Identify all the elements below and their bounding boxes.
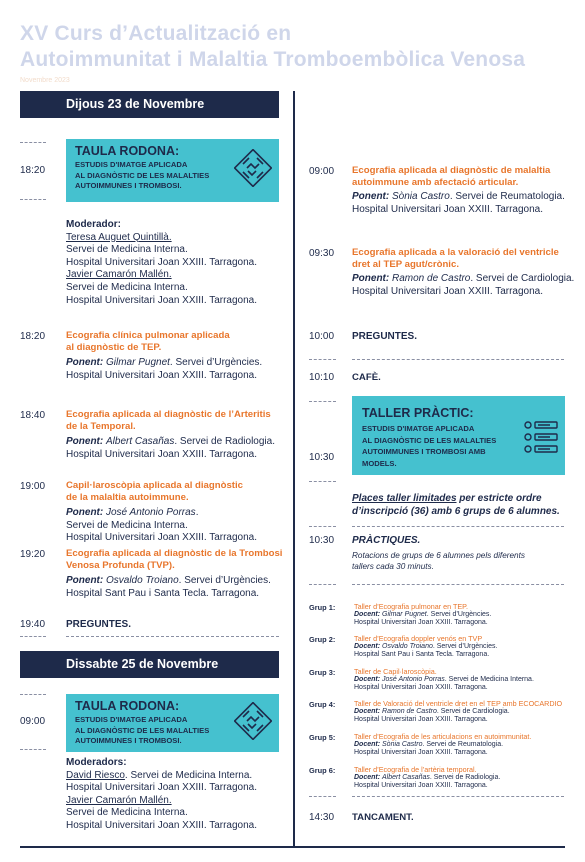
speaker-hospital: Hospital Universitari Joan XXIII. Tarragona.	[352, 285, 544, 297]
divider	[309, 584, 336, 585]
speaker-name: Ramon de Castro	[392, 273, 471, 284]
questions-time: 19:40	[20, 619, 46, 630]
talk-title: Venosa Profunda (TVP).	[66, 560, 175, 571]
moderator-service: Servei de Medicina Interna.	[66, 807, 188, 819]
moderator-name: Teresa Auguet Quintillà.	[66, 231, 172, 243]
round-table-desc	[75, 715, 209, 747]
speaker-hospital: Hospital Universitari Joan XXIII. Tarragona.	[352, 203, 544, 215]
divider	[352, 526, 564, 527]
docent-label: Docent:	[354, 675, 381, 683]
moderator-service: Servei de Medicina Interna.	[66, 244, 188, 256]
moderator-hospital: Hospital Universitari Joan XXIII. Tarragona.	[66, 294, 258, 306]
round-table-time: 09:00	[20, 716, 46, 727]
page-subtitle: Novembre 2023	[20, 77, 70, 84]
docent-label: Docent:	[354, 642, 381, 650]
round-table-line: ESTUDIS D'IMATGE APLICADA	[75, 715, 188, 724]
divider	[20, 142, 46, 143]
docent-hospital: Hospital Universitari Joan XXIII. Tarragona.	[354, 683, 488, 691]
divider	[309, 481, 336, 482]
moderator-service: Servei de Medicina Interna.	[66, 281, 188, 293]
workshop-line: ESTUDIS D'IMATGE APLICADA	[362, 424, 475, 433]
docent-label: Docent:	[354, 740, 381, 748]
docent-service: . Servei de Radiologia.	[429, 773, 501, 781]
docent-service: . Servei de Cardiologia.	[436, 707, 510, 715]
practiques-label: PRÀCTIQUES.	[352, 535, 421, 546]
speaker-service: . Servei d’Urgències.	[178, 575, 271, 586]
moderator-service: . Servei de Medicina Interna.	[124, 769, 253, 781]
bottom-rule	[20, 846, 565, 848]
page-title-line2: Autoimmunitat i Malaltia Tromboembòlica Venosa	[20, 48, 526, 71]
workshop-time: 10:30	[309, 452, 335, 463]
divider	[20, 749, 46, 750]
round-table-desc	[75, 160, 209, 192]
moderator-name: David Riesco	[66, 769, 125, 781]
group-label: Grup 4:	[309, 700, 336, 709]
moderator-label: Moderador:	[66, 219, 121, 230]
docent-service: . Servei de Medicina Interna.	[444, 675, 534, 683]
group-item	[354, 603, 491, 626]
talk-block	[66, 548, 282, 600]
round-table-line: AUTOIMMUNES I TROMBOSI.	[75, 736, 182, 746]
speaker-service: . Servei d’Urgències.	[169, 357, 263, 368]
moderator-hospital: Hospital Universitari Joan XXIII. Tarragona.	[66, 782, 258, 794]
speaker-name: Gilmar Pugnet	[106, 357, 170, 368]
group-label: Grup 3:	[309, 668, 336, 677]
talk-title: autoimmune amb afectació articular.	[352, 177, 519, 188]
talk-time: 18:40	[20, 410, 46, 421]
coffee-time: 10:10	[309, 372, 335, 383]
page-title-line1: XV Curs d’Actualització en	[20, 22, 292, 45]
speaker-name: Osvaldo Troiano	[106, 575, 179, 586]
round-table-line: ESTUDIS D'IMATGE APLICADA	[75, 160, 188, 169]
speaker-service: . Servei de Cardiologia.	[470, 273, 575, 284]
workshop-desc	[362, 423, 496, 469]
group-item	[354, 766, 500, 789]
speaker-service: . Servei de Reumatologia.	[449, 191, 565, 202]
questions-time: 10:00	[309, 331, 335, 342]
handshake-icon	[234, 149, 272, 187]
ponent-label: Ponent:	[66, 507, 104, 518]
group-item	[354, 635, 497, 658]
talk-title: de la malaltia autoimmune.	[66, 492, 189, 503]
talk-block	[352, 165, 565, 216]
divider	[20, 694, 46, 695]
questions-label: PREGUNTES.	[66, 619, 132, 630]
day2-heading: Dissabte 25 de Novembre	[20, 651, 279, 678]
group-item	[354, 733, 531, 756]
group-item	[354, 700, 584, 723]
docent-hospital: Hospital Sant Pau i Santa Tecla. Tarragona.	[354, 650, 490, 658]
docent-service: . Servei d’Urgències.	[426, 610, 492, 618]
coffee-label: CAFÈ.	[352, 372, 381, 383]
divider	[352, 796, 564, 797]
speaker-name: José Antonio Porras	[106, 507, 196, 518]
docent-name: Osvaldo Troiano	[382, 642, 433, 650]
group-item	[354, 668, 534, 691]
talk-time: 09:30	[309, 248, 335, 259]
moderator-name: Javier Camarón Mallén.	[66, 794, 172, 806]
questions-label: PREGUNTES.	[352, 331, 418, 342]
practiques-desc	[352, 550, 525, 572]
group-label: Grup 5:	[309, 733, 336, 742]
docent-name: Sònia Castro	[382, 740, 423, 748]
ponent-label: Ponent:	[352, 191, 390, 202]
divider	[20, 636, 46, 637]
round-table-line: AL DIAGNÒSTIC DE LES MALALTIES	[75, 725, 210, 735]
talk-title: Ecografia aplicada a la valoració del ventricle	[352, 247, 559, 258]
speaker-service: Servei de Medicina Interna.	[66, 519, 188, 531]
talk-block	[66, 330, 262, 382]
talk-time: 19:00	[20, 481, 46, 492]
docent-hospital: Hospital Universitari Joan XXIII. Tarragona.	[354, 715, 488, 723]
talk-title: dret al TEP agut/crònic.	[352, 259, 459, 270]
talk-title: Ecografia aplicada al diagnòstic de la Trombosi	[66, 548, 283, 559]
docent-label: Docent:	[354, 707, 381, 715]
speaker-hospital: Hospital Universitari Joan XXIII. Tarragona.	[66, 448, 258, 460]
talk-title: Capil·laroscòpia aplicada al diagnòstic	[66, 480, 244, 491]
speaker-name: Sònia Castro	[392, 191, 450, 202]
day1-heading: Dijous 23 de Novembre	[20, 91, 279, 118]
divider	[352, 584, 564, 585]
talk-title: al diagnòstic de TEP.	[66, 342, 162, 353]
divider	[20, 199, 46, 200]
workshop-box	[352, 396, 565, 475]
group-title: Taller d’Ecografia de les articulacions en autoimmunitat.	[354, 732, 532, 741]
round-table-time: 18:20	[20, 165, 46, 176]
speaker-hospital: Hospital Universitari Joan XXIII. Tarragona.	[66, 369, 258, 381]
practiques-time: 10:30	[309, 535, 335, 546]
talk-title: Ecografia aplicada al diagnòstic de malaltia	[352, 165, 551, 176]
practiques-desc-line: tallers cada 30 minuts.	[352, 562, 434, 571]
speaker-hospital: Hospital Sant Pau i Santa Tecla. Tarragona.	[66, 587, 260, 599]
speaker-name: Albert Casañas	[106, 436, 175, 447]
round-table-line: AUTOIMMUNES I TROMBOSI.	[75, 181, 182, 191]
speaker-service: . Servei de Radiologia.	[174, 436, 275, 447]
places-limited: Places taller limitades	[352, 493, 457, 504]
talk-time: 09:00	[309, 166, 335, 177]
places-rest: per estricte ordre	[456, 493, 542, 504]
speaker-hospital: Hospital Universitari Joan XXIII. Tarragona.	[66, 532, 258, 544]
round-table-line: AL DIAGNÒSTIC DE LES MALALTIES	[75, 170, 210, 180]
moderator-hospital: Hospital Universitari Joan XXIII. Tarragona.	[66, 819, 258, 831]
docent-hospital: Hospital Universitari Joan XXIII. Tarragona.	[354, 781, 488, 789]
round-table-box	[66, 139, 279, 202]
group-title: Taller de Capil·laroscòpia.	[354, 667, 437, 676]
round-table-label: TAULA RODONA:	[75, 699, 180, 713]
round-table-label: TAULA RODONA:	[75, 144, 180, 158]
docent-name: Ramon de Castro	[382, 707, 437, 715]
places-line2: d’inscripció (36) amb 6 grups de 6 alumnes.	[352, 506, 560, 517]
workshop-line: AUTOIMMUNES I TROMBOSI AMB	[362, 447, 486, 457]
group-label: Grup 6:	[309, 766, 336, 775]
moderators-block	[66, 757, 257, 833]
docent-hospital: Hospital Universitari Joan XXIII. Tarragona.	[354, 618, 488, 626]
closing-time: 14:30	[309, 812, 335, 823]
group-title: Taller d’Ecografia de l’artèria temporal.	[354, 765, 477, 774]
group-title: Taller d’Ecografia doppler venós en TVP	[354, 634, 483, 643]
talk-time: 19:20	[20, 549, 46, 560]
docent-hospital: Hospital Universitari Joan XXIII. Tarragona.	[354, 748, 488, 756]
workshop-line: MODELS.	[362, 458, 397, 468]
talk-block	[66, 409, 275, 461]
docent-name: Gilmar Pugnet	[382, 610, 427, 618]
moderator-hospital: Hospital Universitari Joan XXIII. Tarragona.	[66, 256, 258, 268]
group-label: Grup 2:	[309, 635, 336, 644]
column-divider	[293, 91, 295, 846]
group-title: Taller de Valoració del ventricle dret en el TEP amb ECOCARDIO	[354, 700, 563, 708]
moderator-name: Javier Camarón Mallén.	[66, 269, 172, 281]
talk-time: 18:20	[20, 331, 46, 342]
group-label: Grup 1:	[309, 603, 336, 612]
talk-title: de la Temporal.	[66, 421, 136, 432]
speaker-punct: .	[195, 507, 199, 518]
ponent-label: Ponent:	[66, 575, 104, 586]
docent-label: Docent:	[354, 773, 381, 781]
divider	[309, 401, 336, 402]
divider	[309, 359, 336, 360]
practiques-desc-line: Rotacions de grups de 6 alumnes pels diferents	[352, 551, 525, 560]
talk-block	[352, 247, 574, 298]
workshop-label: TALLER PRÀCTIC:	[362, 406, 474, 420]
checklist-icon	[524, 420, 560, 454]
ponent-label: Ponent:	[352, 273, 390, 284]
docent-name: Albert Casañas	[382, 773, 430, 781]
ponent-label: Ponent:	[66, 357, 104, 368]
group-title: Taller d’Ecografia pulmonar en TEP.	[354, 602, 468, 611]
docent-label: Docent:	[354, 610, 381, 618]
talk-title: Ecografia aplicada al diagnòstic de l’Arteritis	[66, 409, 271, 420]
talk-title: Ecografia clínica pulmonar aplicada	[66, 330, 230, 341]
docent-service: . Servei d’Urgències.	[432, 642, 498, 650]
talk-block	[66, 480, 257, 545]
docent-name: José Antonio Porras	[382, 675, 445, 683]
places-note	[352, 492, 560, 518]
workshop-line: AL DIAGNÒSTIC DE LES MALALTIES	[362, 435, 497, 445]
divider	[352, 359, 564, 360]
divider	[309, 796, 336, 797]
moderators-block	[66, 219, 257, 307]
handshake-icon	[234, 702, 272, 740]
divider	[66, 636, 279, 637]
divider	[309, 526, 336, 527]
round-table-box	[66, 694, 279, 752]
moderator-label: Moderadors:	[66, 757, 127, 768]
docent-service: . Servei de Reumatologia.	[422, 740, 504, 748]
ponent-label: Ponent:	[66, 436, 104, 447]
closing-label: TANCAMENT.	[352, 812, 414, 823]
